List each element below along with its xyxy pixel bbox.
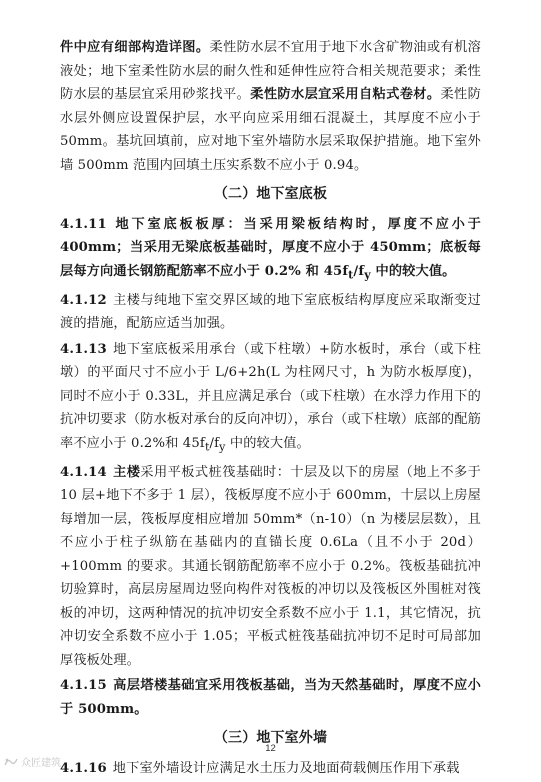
clause-4-1-13 bbox=[60, 338, 481, 459]
clause-4-1-11 bbox=[60, 213, 481, 287]
clause-text-tail: 中的较大值。 bbox=[225, 435, 310, 451]
section-title-basement-slab: （二）地下室底板 bbox=[213, 186, 328, 202]
watermark-text: 众匠建筑 bbox=[21, 758, 61, 769]
subscript: y bbox=[364, 268, 371, 282]
clause-number: 4.1.13 bbox=[60, 341, 107, 357]
clause-number: 4.1.15 bbox=[60, 678, 107, 694]
clause-text: 地下室底板板厚：当采用梁板结构时，厚度不应小于 400mm；当采用无梁底板基础时，厚度不应小于 450mm；底板每层每方向通长钢筋配筋率不应小于 0.2% 和 45f bbox=[60, 216, 481, 279]
bold-phrase: 件中应有细部构造详图。 bbox=[60, 40, 210, 55]
clause-text: 主楼与纯地下室交界区域的地下室底板结构厚度应采取渐变过渡的措施，配筋应适当加强。 bbox=[60, 292, 481, 332]
clause-number: 4.1.16 bbox=[60, 760, 107, 776]
clause-number: 4.1.11 bbox=[60, 216, 107, 232]
bold-phrase: 主楼 bbox=[112, 464, 141, 480]
clause-text-fragment: /f bbox=[209, 435, 220, 451]
clause-text: 高层塔楼基础宜采用筏板基础，当为天然基础时，厚度不应小于 500mm。 bbox=[60, 678, 481, 717]
subscript: t bbox=[348, 268, 354, 282]
clause-text-fragment: /f bbox=[353, 263, 365, 279]
clause-number: 4.1.14 bbox=[60, 464, 107, 480]
watermark-logo-icon bbox=[4, 756, 18, 768]
page-number: 12 bbox=[265, 743, 276, 754]
subscript: y bbox=[219, 440, 226, 454]
clause-number: 4.1.12 bbox=[60, 292, 107, 308]
clause-4-1-14 bbox=[60, 461, 481, 673]
clause-text: 采用平板式桩筏基础时：十层及以下的房屋（地上不多于 10 层+地下不多于 1 层），筏板厚度不应小于 600mm，十层以上房屋每增加一层，筏板厚度相应增加 50mm*（n-10）（n 为楼层层数），且不应小于柱子纵筋在基础内的直锚长度 0.6La（且不小于 20d）+100mm 的要求。其通长钢筋配筋率不应小于 0.2%。筏板基础抗冲切验算时，高层房屋周边竖向构件对筏板的冲切以及筏板区外围桩对筏板的冲切，这两种情况的抗冲切安全系数不应小于 1.1，其它情况，抗冲切安全系数不应小于 1.05；平板式桩筏基础抗冲切不足时可局部加厚筏板处理。 bbox=[60, 464, 481, 668]
clause-text: 地下室外墙设计应满足水土压力及地面荷载侧压作用下承载 bbox=[112, 760, 460, 776]
clause-4-1-15 bbox=[60, 674, 481, 721]
clause-4-1-16 bbox=[60, 757, 481, 781]
paragraph-text: 柔性防水层外侧应设置保护层，水平向应采用细石混凝土，其厚度不应小于50mm。基坑回填前，应对地下室外墙防水层采取保护措施。地下室外墙 500mm 范围内回填土压实系数不应小于 0.94。 bbox=[60, 87, 481, 173]
clause-text: 地下室底板采用承台（或下柱墩）+防水板时，承台（或下柱墩）的平面尺寸不应小于 L/6+2h(L 为柱网尺寸，h 为防水板厚度)，同时不应小于 0.33L，并且应满足承台（或下柱墩）在水浮力作用下的抗冲切要求（防水板对承台的反向冲切），承台（或下柱墩）底部的配筋率不应小于 0.2%和 45f bbox=[60, 341, 481, 451]
watermark bbox=[4, 754, 61, 769]
paragraph-waterproofing bbox=[60, 36, 481, 177]
bold-phrase: 柔性防水层宜采用自粘式卷材。 bbox=[250, 87, 441, 102]
section-title-basement-wall: （三）地下室外墙 bbox=[213, 730, 328, 747]
paragraph-text: 柔性防水层不宜用于地下水含矿物油或有机溶液处；地下室柔性防水层的耐久性和延伸性应符合相关规范要求；柔性防水层的基层宜采用砂浆找平。 bbox=[60, 40, 482, 102]
clause-4-1-12 bbox=[60, 289, 481, 336]
subscript: t bbox=[204, 440, 210, 454]
clause-text-tail: 中的较大值。 bbox=[370, 263, 456, 279]
document-body bbox=[60, 36, 481, 782]
